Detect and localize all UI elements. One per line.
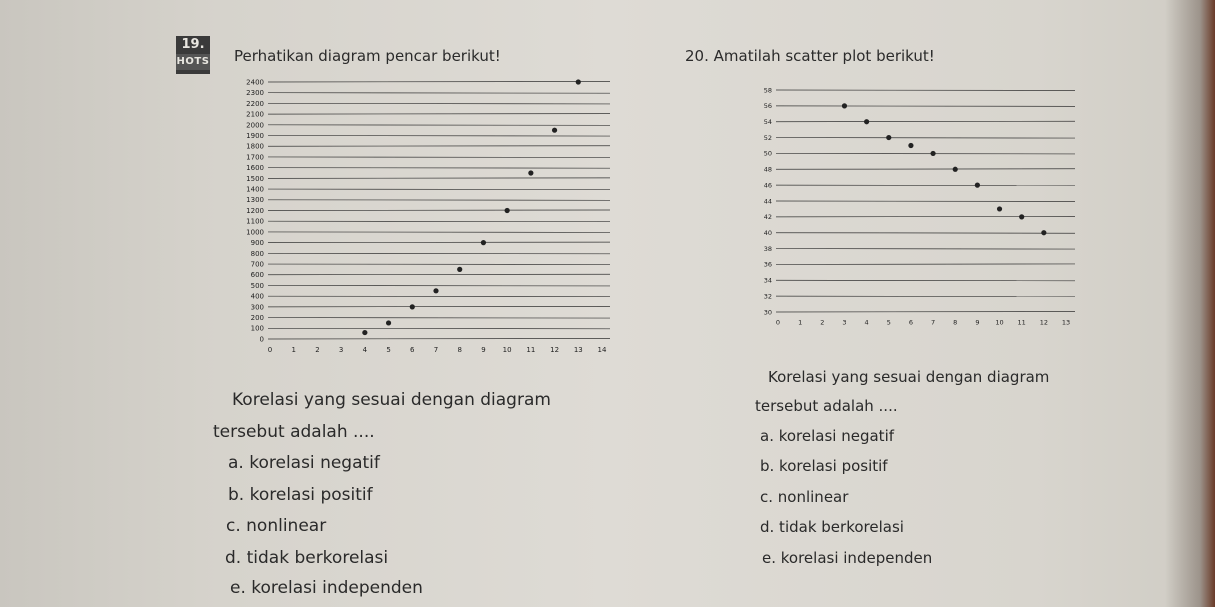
chart19-y-tick-label: 0	[259, 335, 264, 344]
chart19-y-tick-label: 1600	[246, 164, 264, 173]
chart20-x-tick-label: 7	[931, 318, 936, 327]
chart20-y-tick-label: 50	[763, 149, 772, 158]
chart19-gridline	[268, 221, 610, 222]
chart19-y-tick-label: 1000	[246, 228, 264, 237]
chart19-y-tick-label: 2300	[246, 89, 264, 98]
scatter-chart-20	[730, 80, 1085, 339]
chart19-x-tick-label: 7	[433, 346, 439, 354]
chart19-gridline	[268, 264, 610, 265]
q20-option-c[interactable]: c. nonlinear	[760, 488, 849, 506]
chart20-gridline	[776, 90, 1075, 91]
q19-option-d[interactable]: d. tidak berkorelasi	[225, 548, 389, 568]
chart20-data-point	[908, 143, 913, 148]
q20-option-b[interactable]: b. korelasi positif	[760, 457, 888, 475]
question-19-instruction: Perhatikan diagram pencar berikut!	[234, 47, 501, 65]
chart19-y-tick-label: 1300	[246, 196, 264, 205]
chart19-y-tick-label: 1100	[246, 217, 264, 226]
chart20-x-tick-label: 10	[995, 318, 1004, 327]
chart19-data-point	[481, 240, 486, 245]
chart19-data-point	[433, 288, 438, 293]
scatter-chart-20-svg	[730, 80, 1085, 335]
q20-option-e[interactable]: e. korelasi independen	[762, 549, 933, 567]
chart19-gridline	[268, 178, 610, 179]
chart19-x-tick-label: 9	[481, 346, 486, 354]
chart19-data-point	[410, 304, 415, 309]
question-19-number: 19.	[181, 37, 205, 52]
chart20-gridline	[776, 138, 1075, 139]
chart19-x-tick-label: 6	[410, 346, 415, 354]
chart19-gridline	[268, 189, 610, 190]
chart19-y-tick-label: 800	[250, 249, 264, 258]
chart19-x-tick-label: 12	[550, 346, 560, 354]
q19-option-b[interactable]: b. korelasi positif	[228, 485, 373, 505]
chart20-gridline	[776, 249, 1075, 250]
chart19-gridline	[268, 114, 610, 115]
chart20-gridline	[776, 216, 1075, 217]
chart19-gridline	[268, 253, 610, 254]
chart19-y-tick-label: 2100	[246, 110, 264, 119]
chart19-gridline	[268, 136, 610, 137]
chart20-data-point	[930, 151, 935, 156]
chart19-x-tick-label: 1	[291, 346, 296, 354]
chart20-x-tick-label: 2	[820, 318, 825, 327]
chart20-y-tick-label: 38	[763, 244, 772, 253]
chart19-y-tick-label: 2200	[246, 99, 264, 108]
chart20-gridline	[776, 296, 1075, 297]
chart20-data-point	[1041, 230, 1046, 235]
chart20-data-point	[975, 183, 980, 188]
chart20-x-tick-label: 11	[1017, 318, 1026, 327]
chart20-data-point	[842, 103, 847, 108]
chart19-gridline	[268, 339, 610, 340]
q19-prompt-line1: Korelasi yang sesuai dengan diagram	[232, 390, 551, 410]
q20-prompt-line2: tersebut adalah ....	[755, 397, 898, 415]
q20-option-d[interactable]: d. tidak berkorelasi	[760, 518, 904, 536]
chart19-data-point	[362, 330, 367, 335]
chart20-y-tick-label: 40	[763, 228, 772, 237]
question-19-badge	[176, 36, 210, 74]
chart20-x-tick-label: 8	[953, 318, 958, 327]
chart19-y-tick-label: 1400	[246, 185, 264, 194]
chart20-x-tick-label: 4	[864, 318, 869, 327]
chart19-x-tick-label: 14	[597, 346, 607, 354]
chart20-data-point	[1019, 214, 1024, 219]
chart19-data-point	[505, 208, 510, 213]
page-edge-shadow	[1165, 0, 1215, 607]
chart20-y-tick-label: 48	[763, 165, 772, 174]
q20-option-a[interactable]: a. korelasi negatif	[760, 427, 895, 445]
chart19-gridline	[268, 328, 610, 329]
chart19-gridline	[268, 285, 610, 286]
chart19-data-point	[386, 320, 391, 325]
chart19-gridline	[268, 274, 610, 275]
chart20-data-point	[864, 119, 869, 124]
chart19-x-tick-label: 5	[386, 346, 391, 354]
chart19-gridline	[268, 318, 610, 319]
chart19-gridline	[268, 82, 610, 83]
chart20-y-tick-label: 32	[763, 292, 772, 301]
chart20-gridline	[776, 312, 1075, 313]
chart19-gridline	[268, 242, 610, 243]
chart19-x-tick-label: 0	[267, 346, 273, 354]
q19-option-a[interactable]: a. korelasi negatif	[228, 453, 380, 473]
chart20-gridline	[776, 280, 1075, 281]
chart20-data-point	[997, 206, 1002, 211]
chart19-gridline	[268, 200, 610, 201]
chart19-gridline	[268, 103, 610, 104]
chart19-y-tick-label: 1800	[246, 142, 264, 151]
chart19-y-tick-label: 2400	[246, 78, 264, 87]
chart20-gridline	[776, 201, 1075, 202]
chart20-y-tick-label: 58	[763, 86, 772, 95]
chart19-data-point	[528, 170, 533, 175]
chart19-gridline	[268, 168, 610, 169]
chart19-y-tick-label: 1700	[246, 153, 264, 162]
chart19-gridline	[268, 125, 610, 126]
q19-option-e[interactable]: e. korelasi independen	[230, 578, 423, 598]
chart20-data-point	[886, 135, 891, 140]
scatter-chart-19	[240, 74, 630, 363]
chart20-gridline	[776, 185, 1075, 186]
chart20-gridline	[776, 264, 1075, 265]
chart20-x-tick-label: 13	[1061, 318, 1071, 327]
chart19-gridline	[268, 232, 610, 233]
chart20-y-tick-label: 54	[763, 117, 772, 126]
chart19-x-tick-label: 13	[573, 346, 583, 354]
chart20-y-tick-label: 34	[763, 276, 772, 285]
chart19-y-tick-label: 900	[250, 239, 264, 248]
chart19-data-point	[576, 79, 581, 84]
chart20-x-tick-label: 9	[975, 318, 980, 327]
chart19-gridline	[268, 306, 610, 307]
chart19-gridline	[268, 157, 610, 158]
chart19-x-tick-label: 4	[362, 346, 368, 354]
chart19-gridline	[268, 146, 610, 147]
chart20-gridline	[776, 153, 1075, 154]
chart20-y-tick-label: 44	[763, 197, 772, 206]
chart20-x-tick-label: 1	[798, 318, 803, 327]
chart19-x-tick-label: 10	[502, 346, 512, 354]
chart19-x-tick-label: 11	[526, 346, 536, 354]
chart20-x-tick-label: 6	[908, 318, 913, 327]
chart19-y-tick-label: 600	[250, 271, 264, 280]
q19-option-c[interactable]: c. nonlinear	[226, 516, 327, 536]
chart20-y-tick-label: 46	[763, 181, 772, 190]
chart19-y-tick-label: 200	[250, 314, 264, 323]
chart19-data-point	[552, 128, 557, 133]
chart20-gridline	[776, 121, 1075, 122]
chart20-y-tick-label: 52	[763, 133, 772, 142]
chart19-y-tick-label: 500	[250, 281, 264, 290]
chart20-y-tick-label: 30	[763, 308, 772, 317]
chart20-gridline	[776, 233, 1075, 234]
chart20-y-tick-label: 36	[763, 260, 772, 269]
chart20-y-tick-label: 42	[763, 213, 772, 222]
chart20-data-point	[953, 167, 958, 172]
chart20-gridline	[776, 169, 1075, 170]
chart20-x-tick-label: 5	[886, 318, 891, 327]
chart20-x-tick-label: 0	[775, 318, 781, 327]
q19-prompt-line2: tersebut adalah ....	[213, 422, 375, 442]
chart19-y-tick-label: 2000	[246, 121, 264, 130]
chart19-x-tick-label: 2	[315, 346, 320, 354]
chart20-x-tick-label: 3	[842, 318, 847, 327]
chart19-y-tick-label: 1900	[246, 131, 264, 140]
chart19-y-tick-label: 1500	[246, 174, 264, 183]
chart19-x-tick-label: 3	[338, 346, 344, 354]
hots-label: HOTS	[176, 54, 210, 70]
q20-prompt-line1: Korelasi yang sesuai dengan diagram	[768, 368, 1050, 386]
chart19-y-tick-label: 400	[250, 292, 264, 301]
chart19-y-tick-label: 700	[250, 260, 264, 269]
chart19-y-tick-label: 1200	[246, 206, 264, 215]
chart20-y-tick-label: 56	[763, 102, 772, 111]
chart19-data-point	[457, 267, 462, 272]
chart20-gridline	[776, 106, 1075, 107]
chart19-gridline	[268, 296, 610, 297]
scatter-chart-19-svg	[240, 74, 630, 359]
question-20-instruction: 20. Amatilah scatter plot berikut!	[685, 47, 935, 65]
chart19-y-tick-label: 300	[250, 303, 264, 312]
chart20-x-tick-label: 12	[1039, 318, 1048, 327]
chart19-x-tick-label: 8	[457, 346, 462, 354]
chart19-gridline	[268, 210, 610, 211]
chart19-gridline	[268, 93, 610, 94]
chart19-y-tick-label: 100	[250, 324, 264, 333]
